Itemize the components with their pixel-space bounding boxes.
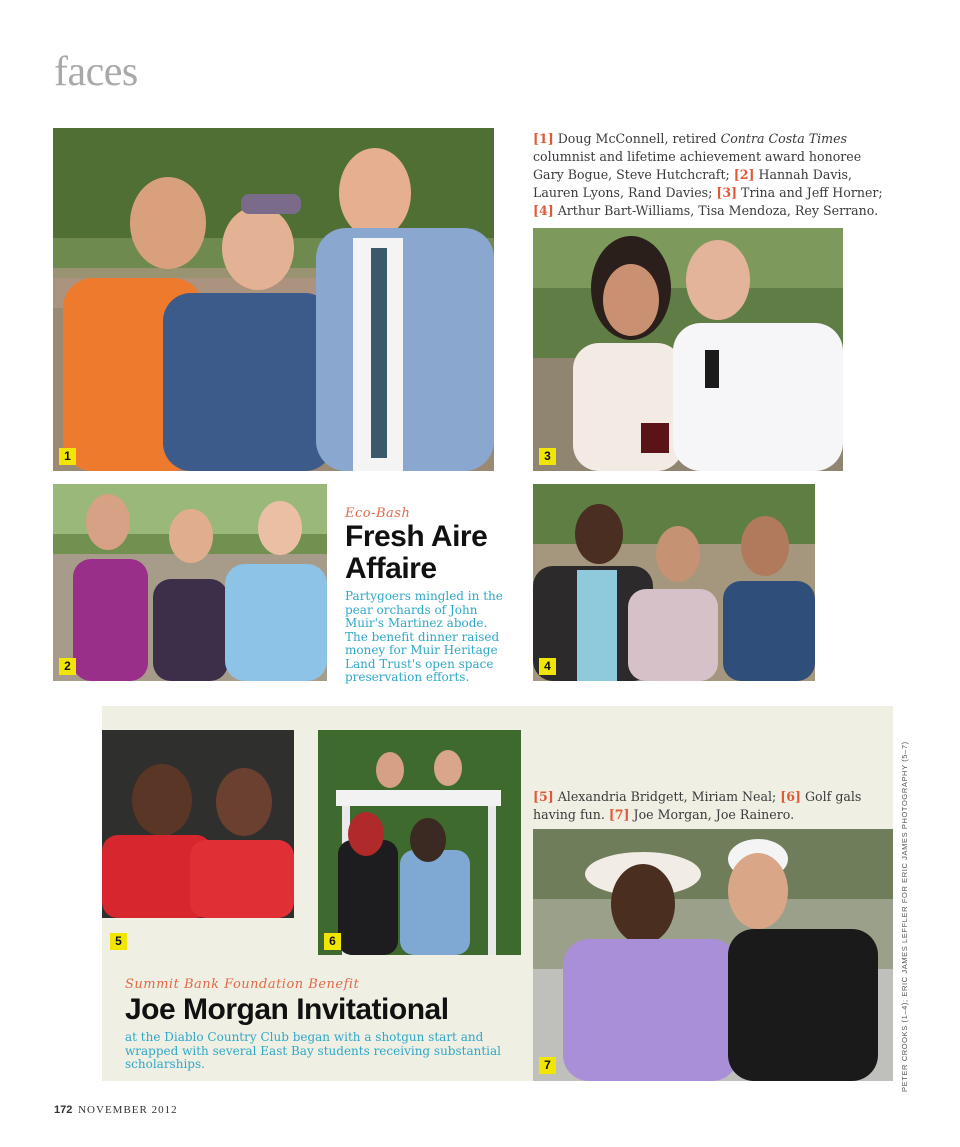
photo-number-5: 5 bbox=[110, 933, 127, 950]
caption-text-1b: Contra Costa Times bbox=[720, 131, 848, 146]
photo-number-1: 1 bbox=[59, 448, 76, 465]
photo-number-7: 7 bbox=[539, 1057, 556, 1074]
caption-number-3: [3] bbox=[716, 185, 738, 200]
story1-headline-line1: Fresh Aire bbox=[345, 520, 488, 553]
story2-headline: Joe Morgan Invitational bbox=[125, 993, 449, 1026]
issue-date: NOVEMBER 2012 bbox=[78, 1104, 178, 1116]
photo-6 bbox=[318, 730, 521, 955]
photo-4 bbox=[533, 484, 815, 681]
caption-bottom bbox=[533, 788, 881, 824]
photo-number-3: 3 bbox=[539, 448, 556, 465]
photo-number-4: 4 bbox=[539, 658, 556, 675]
photo-2 bbox=[53, 484, 327, 681]
caption-text-2: Hannah Davis, Lauren Lyons, Rand Davies; bbox=[533, 167, 853, 200]
caption-text-1a: Doug McConnell, retired bbox=[553, 131, 721, 146]
caption-number-7: [7] bbox=[608, 807, 630, 822]
story2-kicker: Summit Bank Foundation Benefit bbox=[125, 977, 360, 992]
story1-headline-line2: Affaire bbox=[345, 552, 437, 585]
caption-text-7: Joe Morgan, Joe Rainero. bbox=[629, 807, 795, 822]
section-title: faces bbox=[54, 49, 138, 95]
caption-number-5: [5] bbox=[533, 789, 554, 804]
caption-number-6: [6] bbox=[780, 789, 801, 804]
page-number: 172 bbox=[54, 1104, 73, 1116]
caption-text-4: Arthur Bart-Williams, Tisa Mendoza, Rey Serrano. bbox=[553, 203, 879, 218]
caption-text-5: Alexandria Bridgett, Miriam Neal; bbox=[553, 789, 781, 804]
photo-credit: PETER CROOKS (1–4); ERIC JAMES LEFFLER FOR ERIC JAMES PHOTOGRAPHY (5–7) bbox=[900, 741, 909, 1092]
photo-1 bbox=[53, 128, 494, 471]
photo-number-2: 2 bbox=[59, 658, 76, 675]
caption-text-3: Trina and Jeff Horner; bbox=[737, 185, 883, 200]
caption-text-1c: columnist and lifetime achievement award honoree Gary Bogue, Steve Hutchcraft; bbox=[533, 149, 862, 182]
caption-number-4: [4] bbox=[533, 203, 554, 218]
story2-blurb: at the Diablo Country Club began with a shotgun start and wrapped with several East Bay students receiving substantial scholarships. bbox=[125, 1030, 501, 1071]
caption-number-1: [1] bbox=[533, 131, 554, 146]
photo-number-6: 6 bbox=[324, 933, 341, 950]
story1-kicker: Eco-Bash bbox=[345, 506, 411, 521]
folio bbox=[54, 1104, 178, 1116]
photo-5 bbox=[102, 730, 294, 918]
caption-text-6: Golf gals having fun. bbox=[533, 789, 862, 822]
caption-top bbox=[533, 130, 895, 220]
story1-blurb: Partygoers mingled in the pear orchards of John Muir's Martinez abode. The benefit dinner raised money for Muir Heritage Land Trust's open space preservation efforts. bbox=[345, 589, 503, 684]
caption-number-2: [2] bbox=[733, 167, 755, 182]
photo-3 bbox=[533, 228, 843, 471]
photo-7 bbox=[533, 829, 893, 1081]
